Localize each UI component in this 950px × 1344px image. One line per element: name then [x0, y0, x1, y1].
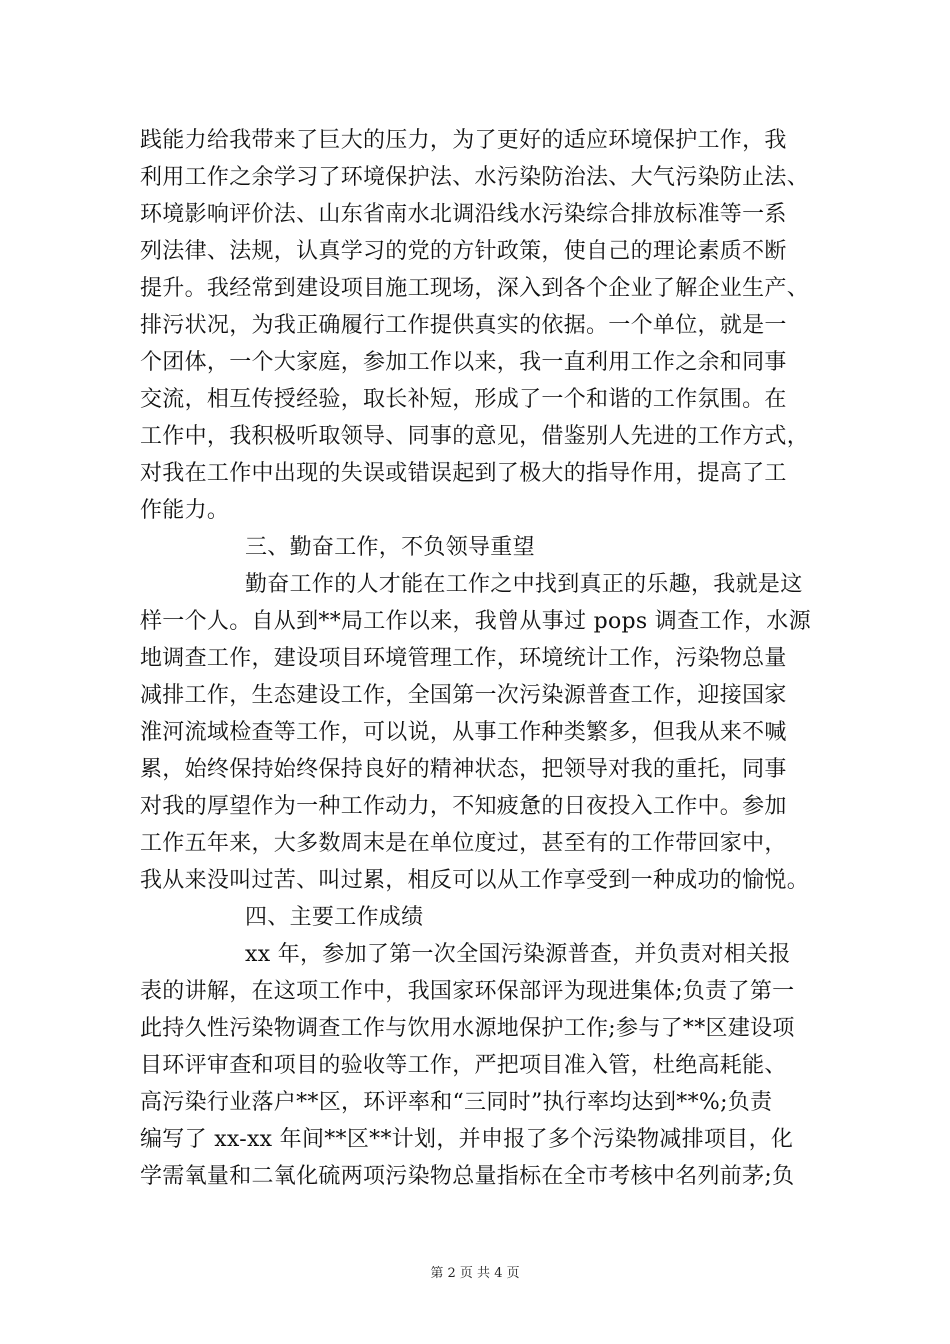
section-heading: 三、勤奋工作，不负领导重望	[245, 535, 535, 560]
paragraph-line: 作能力。	[140, 498, 230, 523]
paragraph-first-line: 勤奋工作的人才能在工作之中找到真正的乐趣，我就是这	[245, 572, 803, 597]
paragraph-line: 对我的厚望作为一种工作动力，不知疲惫的日夜投入工作中。参加	[140, 794, 787, 819]
paragraph-line: 环境影响评价法、山东省南水北调沿线水污染综合排放标准等一系	[140, 202, 787, 227]
paragraph-line: 个团体，一个大家庭，参加工作以来，我一直利用工作之余和同事	[140, 350, 787, 375]
paragraph-line: 样一个人。自从到**局工作以来，我曾从事过 pops 调查工作，水源	[140, 609, 811, 634]
paragraph-line: 地调查工作，建设项目环境管理工作，环境统计工作，污染物总量	[140, 646, 787, 671]
paragraph-line: 减排工作，生态建设工作，全国第一次污染源普查工作，迎接国家	[140, 683, 787, 708]
paragraph-line: 工作中，我积极听取领导、同事的意见，借鉴别人先进的工作方式，	[140, 424, 810, 449]
paragraph-line: 编写了 xx-xx 年间**区**计划，并申报了多个污染物减排项目，化	[140, 1127, 794, 1152]
paragraph-first-line: xx 年，参加了第一次全国污染源普查，并负责对相关报	[245, 942, 791, 967]
page-number-footer	[0, 1266, 950, 1282]
paragraph-line: 利用工作之余学习了环境保护法、水污染防治法、大气污染防止法、	[140, 165, 810, 190]
paragraph-line: 此持久性污染物调查工作与饮用水源地保护工作;参与了**区建设项	[140, 1016, 795, 1041]
paragraph-line: 对我在工作中出现的失误或错误起到了极大的指导作用，提高了工	[140, 461, 787, 486]
paragraph-line: 淮河流域检查等工作，可以说，从事工作种类繁多，但我从来不喊	[140, 720, 787, 745]
paragraph-line: 列法律、法规，认真学习的党的方针政策，使自己的理论素质不断	[140, 239, 787, 264]
paragraph-line: 目环评审查和项目的验收等工作，严把项目准入管，杜绝高耗能、	[140, 1053, 787, 1078]
paragraph-line: 表的讲解，在这项工作中，我国家环保部评为现进集体;负责了第一	[140, 979, 795, 1004]
paragraph-line: 学需氧量和二氧化硫两项污染物总量指标在全市考核中名列前茅;负	[140, 1164, 795, 1189]
paragraph-line: 提升。我经常到建设项目施工现场，深入到各个企业了解企业生产、	[140, 276, 810, 301]
section-heading: 四、主要工作成绩	[245, 905, 424, 930]
paragraph-line: 交流，相互传授经验，取长补短，形成了一个和谐的工作氛围。在	[140, 387, 787, 412]
paragraph-line: 累，始终保持始终保持良好的精神状态，把领导对我的重托，同事	[140, 757, 787, 782]
page-number-label: 第 2 页 共 4 页	[430, 1266, 520, 1281]
paragraph-line: 工作五年来，大多数周末是在单位度过，甚至有的工作带回家中，	[140, 831, 787, 856]
paragraph-line: 排污状况，为我正确履行工作提供真实的依据。一个单位，就是一	[140, 313, 787, 338]
paragraph-line: 我从来没叫过苦、叫过累，相反可以从工作享受到一种成功的愉悦。	[140, 868, 810, 893]
paragraph-line: 践能力给我带来了巨大的压力，为了更好的适应环境保护工作，我	[140, 128, 787, 153]
paragraph-line: 高污染行业落户**区，环评率和“三同时”执行率均达到**%;负责	[140, 1090, 773, 1115]
